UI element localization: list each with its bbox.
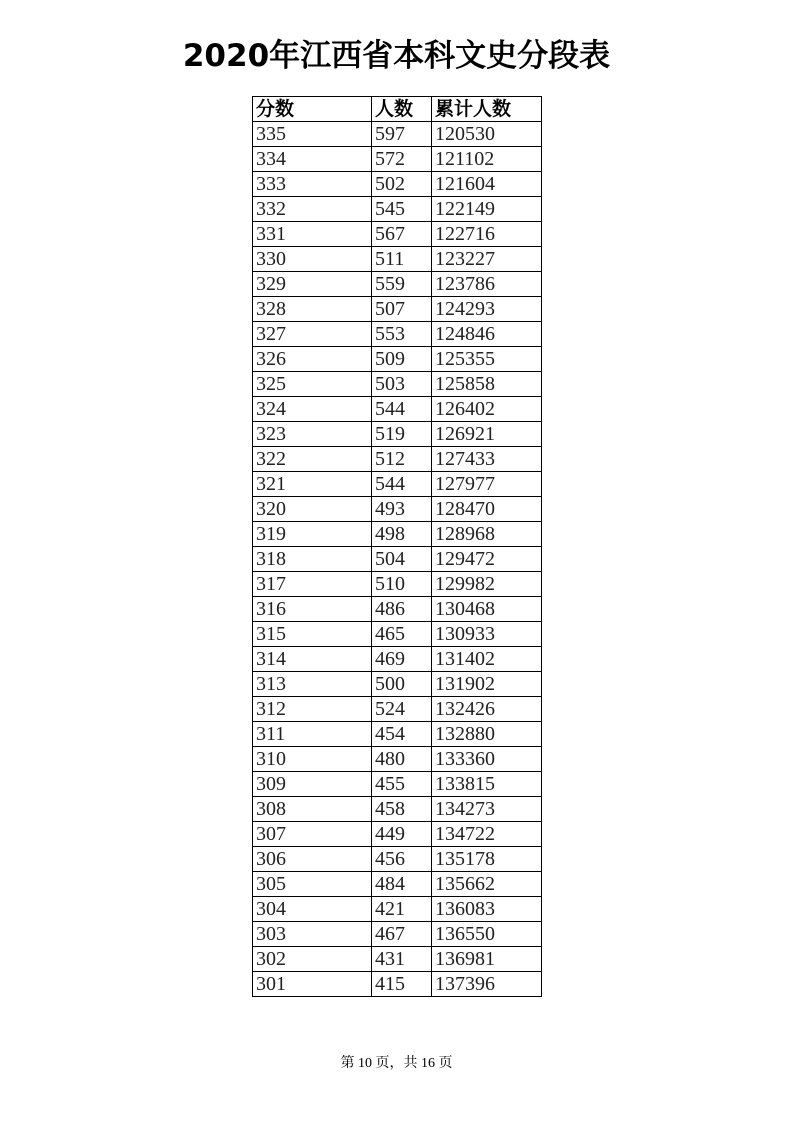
- cell-count: 553: [372, 322, 432, 347]
- header-score: 分数: [253, 97, 372, 122]
- cell-score: 331: [253, 222, 372, 247]
- cell-score: 334: [253, 147, 372, 172]
- cell-score: 325: [253, 372, 372, 397]
- cell-count: 559: [372, 272, 432, 297]
- cell-score: 312: [253, 697, 372, 722]
- cell-cumulative: 129982: [432, 572, 542, 597]
- cell-cumulative: 123227: [432, 247, 542, 272]
- cell-count: 544: [372, 397, 432, 422]
- cell-cumulative: 130933: [432, 622, 542, 647]
- table-row: [253, 547, 542, 572]
- cell-cumulative: 133815: [432, 772, 542, 797]
- cell-cumulative: 124293: [432, 297, 542, 322]
- cell-cumulative: 131402: [432, 647, 542, 672]
- cell-count: 431: [372, 947, 432, 972]
- cell-score: 326: [253, 347, 372, 372]
- cell-score: 303: [253, 922, 372, 947]
- cell-score: 328: [253, 297, 372, 322]
- table-row: [253, 672, 542, 697]
- cell-count: 454: [372, 722, 432, 747]
- table-row: [253, 747, 542, 772]
- cell-count: 502: [372, 172, 432, 197]
- cell-count: 504: [372, 547, 432, 572]
- cell-cumulative: 128470: [432, 497, 542, 522]
- cell-score: 318: [253, 547, 372, 572]
- cell-score: 307: [253, 822, 372, 847]
- cell-cumulative: 130468: [432, 597, 542, 622]
- cell-count: 465: [372, 622, 432, 647]
- cell-score: 315: [253, 622, 372, 647]
- cell-score: 316: [253, 597, 372, 622]
- cell-score: 304: [253, 897, 372, 922]
- table-row: [253, 347, 542, 372]
- cell-cumulative: 127977: [432, 472, 542, 497]
- cell-count: 544: [372, 472, 432, 497]
- cell-score: 314: [253, 647, 372, 672]
- cell-score: 322: [253, 447, 372, 472]
- table-row: [253, 647, 542, 672]
- page-title: 2020年江西省本科文史分段表: [182, 38, 611, 74]
- cell-count: 469: [372, 647, 432, 672]
- cell-cumulative: 136981: [432, 947, 542, 972]
- table-row: [253, 122, 542, 147]
- cell-count: 480: [372, 747, 432, 772]
- cell-cumulative: 122716: [432, 222, 542, 247]
- table-row: [253, 222, 542, 247]
- cell-cumulative: 129472: [432, 547, 542, 572]
- table-row: [253, 597, 542, 622]
- table-row: [253, 397, 542, 422]
- table-row: [253, 322, 542, 347]
- cell-count: 509: [372, 347, 432, 372]
- cell-cumulative: 125355: [432, 347, 542, 372]
- cell-count: 449: [372, 822, 432, 847]
- table-row: [253, 822, 542, 847]
- table-row: [253, 847, 542, 872]
- cell-cumulative: 132880: [432, 722, 542, 747]
- cell-score: 332: [253, 197, 372, 222]
- table-row: [253, 572, 542, 597]
- table-row: [253, 722, 542, 747]
- cell-count: 511: [372, 247, 432, 272]
- cell-score: 324: [253, 397, 372, 422]
- table-row: [253, 947, 542, 972]
- cell-score: 313: [253, 672, 372, 697]
- cell-cumulative: 121102: [432, 147, 542, 172]
- cell-count: 500: [372, 672, 432, 697]
- table-row: [253, 422, 542, 447]
- cell-score: 306: [253, 847, 372, 872]
- score-distribution-table: [252, 96, 542, 997]
- cell-score: 309: [253, 772, 372, 797]
- cell-score: 335: [253, 122, 372, 147]
- table-row: [253, 797, 542, 822]
- cell-count: 567: [372, 222, 432, 247]
- cell-count: 493: [372, 497, 432, 522]
- table-row: [253, 172, 542, 197]
- cell-score: 327: [253, 322, 372, 347]
- table-row: [253, 247, 542, 272]
- cell-score: 333: [253, 172, 372, 197]
- cell-cumulative: 136550: [432, 922, 542, 947]
- cell-score: 308: [253, 797, 372, 822]
- cell-cumulative: 126921: [432, 422, 542, 447]
- cell-count: 458: [372, 797, 432, 822]
- cell-count: 421: [372, 897, 432, 922]
- cell-count: 455: [372, 772, 432, 797]
- cell-cumulative: 135662: [432, 872, 542, 897]
- table-row: [253, 297, 542, 322]
- cell-score: 321: [253, 472, 372, 497]
- cell-cumulative: 128968: [432, 522, 542, 547]
- table-row: [253, 897, 542, 922]
- cell-count: 467: [372, 922, 432, 947]
- cell-count: 545: [372, 197, 432, 222]
- header-cumulative: 累计人数: [432, 97, 542, 122]
- cell-count: 510: [372, 572, 432, 597]
- cell-cumulative: 135178: [432, 847, 542, 872]
- cell-count: 415: [372, 972, 432, 997]
- cell-cumulative: 120530: [432, 122, 542, 147]
- cell-score: 305: [253, 872, 372, 897]
- table-row: [253, 872, 542, 897]
- table-row: [253, 197, 542, 222]
- cell-score: 320: [253, 497, 372, 522]
- table-row: [253, 697, 542, 722]
- cell-count: 503: [372, 372, 432, 397]
- table-row: [253, 472, 542, 497]
- cell-score: 301: [253, 972, 372, 997]
- table-row: [253, 772, 542, 797]
- cell-count: 456: [372, 847, 432, 872]
- cell-cumulative: 132426: [432, 697, 542, 722]
- table-row: [253, 522, 542, 547]
- table-row: [253, 497, 542, 522]
- cell-cumulative: 134722: [432, 822, 542, 847]
- cell-score: 311: [253, 722, 372, 747]
- cell-cumulative: 127433: [432, 447, 542, 472]
- cell-count: 484: [372, 872, 432, 897]
- cell-cumulative: 136083: [432, 897, 542, 922]
- table-row: [253, 972, 542, 997]
- page-footer: 第 10 页，共 16 页: [340, 1056, 453, 1071]
- cell-cumulative: 134273: [432, 797, 542, 822]
- cell-cumulative: 137396: [432, 972, 542, 997]
- cell-count: 597: [372, 122, 432, 147]
- cell-cumulative: 124846: [432, 322, 542, 347]
- table-row: [253, 372, 542, 397]
- cell-score: 319: [253, 522, 372, 547]
- header-count: 人数: [372, 97, 432, 122]
- cell-count: 498: [372, 522, 432, 547]
- cell-cumulative: 133360: [432, 747, 542, 772]
- cell-score: 302: [253, 947, 372, 972]
- cell-cumulative: 123786: [432, 272, 542, 297]
- cell-cumulative: 125858: [432, 372, 542, 397]
- cell-count: 519: [372, 422, 432, 447]
- cell-count: 512: [372, 447, 432, 472]
- cell-count: 524: [372, 697, 432, 722]
- table-row: [253, 272, 542, 297]
- cell-cumulative: 121604: [432, 172, 542, 197]
- cell-score: 323: [253, 422, 372, 447]
- cell-cumulative: 126402: [432, 397, 542, 422]
- table-row: [253, 922, 542, 947]
- cell-score: 330: [253, 247, 372, 272]
- cell-cumulative: 122149: [432, 197, 542, 222]
- table-row: [253, 147, 542, 172]
- table-header-row: [253, 97, 542, 122]
- table-row: [253, 447, 542, 472]
- cell-count: 507: [372, 297, 432, 322]
- cell-score: 329: [253, 272, 372, 297]
- table-body: [253, 122, 542, 997]
- cell-count: 486: [372, 597, 432, 622]
- table-row: [253, 622, 542, 647]
- cell-count: 572: [372, 147, 432, 172]
- cell-cumulative: 131902: [432, 672, 542, 697]
- cell-score: 310: [253, 747, 372, 772]
- cell-score: 317: [253, 572, 372, 597]
